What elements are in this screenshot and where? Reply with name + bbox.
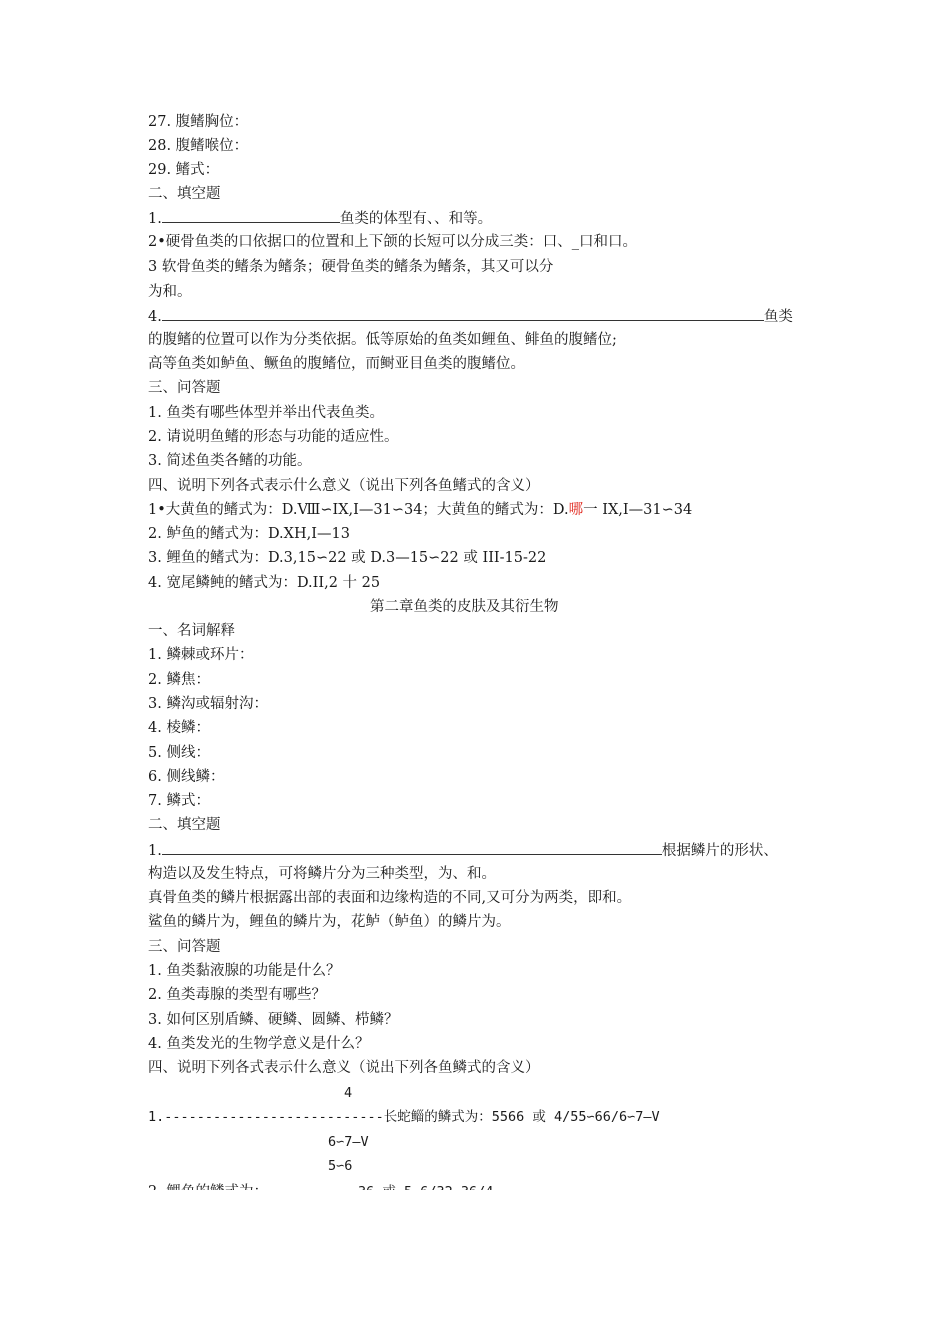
fill-question-2: 2•硬骨鱼类的口依据口的位置和上下颌的长短可以分成三类：口、_口和口。	[148, 234, 638, 250]
item-number: 1.	[148, 843, 162, 859]
term-item-2: 2. 鳞焦：	[148, 672, 210, 688]
term-item-1: 1. 鳞棘或环片：	[148, 647, 254, 663]
question-text: 鱼类	[763, 309, 793, 325]
qa-item-2: 2. 请说明鱼鳍的形态与功能的适应性。	[148, 429, 399, 445]
formula-red-text: 哪	[568, 502, 584, 518]
qa-item-3: 3. 简述鱼类各鳍的功能。	[148, 453, 312, 469]
qa2-item-4: 4. 鱼类发光的生物学意义是什么？	[148, 1036, 370, 1052]
formula-item-4: 4. 宽尾鳞鲀的鳍式为：D.II,2 十 25	[148, 575, 381, 591]
term-item-3: 3. 鳞沟或辐射沟：	[148, 696, 268, 712]
answer-blank	[162, 306, 764, 321]
formula-item-1	[148, 500, 692, 520]
item-number: 1.	[148, 211, 162, 227]
section-heading-terms: 一、名词解释	[148, 623, 235, 639]
term-29: 29. 鳍式：	[148, 162, 220, 178]
fill-question-4	[148, 306, 793, 327]
term-item-5: 5. 侧线：	[148, 745, 210, 761]
fill-question-4-cont2: 高等鱼类如鲈鱼、鳜鱼的腹鳍位，而鲥亚目鱼类的腹鳍位。	[148, 356, 525, 372]
answer-blank	[162, 840, 662, 855]
answer-blank	[162, 208, 340, 223]
term-item-7: 7. 鳞式：	[148, 793, 210, 809]
fill-question-3-cont: 为和。	[148, 284, 192, 300]
scale-formula-1: 1.---------------------------长蛇鲻的鳞式为：5566 或 4/55∽66/6∽7—V	[148, 1109, 660, 1125]
fill2-question-3: 鲨鱼的鳞片为，鲤鱼的鳞片为，花鲈（鲈鱼）的鳞片为。	[148, 914, 511, 930]
section-heading-qa: 三、问答题	[148, 380, 221, 396]
fill-question-3: 3 软骨鱼类的鳍条为鳍条；硬骨鱼类的鳍条为鳍条，其又可以分	[148, 259, 554, 275]
qa2-item-1: 1. 鱼类黏液腺的功能是什么？	[148, 963, 341, 979]
item-number: 4.	[148, 309, 162, 325]
formula-text-end: 一 IX,I—31∽34	[583, 502, 693, 518]
qa2-item-3: 3. 如何区别盾鳞、硬鳞、圆鳞、栉鳞？	[148, 1012, 399, 1028]
question-text: 鱼类的体型有、、和等。	[339, 211, 493, 227]
term-item-6: 6. 侧线鳞：	[148, 769, 225, 785]
section-heading-qa-2: 三、问答题	[148, 939, 221, 955]
term-27: 27. 腹鳍胸位：	[148, 114, 249, 130]
section-heading-fill: 二、填空题	[148, 186, 221, 202]
section-heading-formula: 四、说明下列各式表示什么意义（说出下列各鱼鳍式的含义）	[148, 478, 540, 494]
term-28: 28. 腹鳍喉位：	[148, 138, 249, 154]
qa2-item-2: 2. 鱼类毒腺的类型有哪些？	[148, 987, 326, 1003]
term-item-4: 4. 棱鳞：	[148, 720, 210, 736]
qa-item-1: 1. 鱼类有哪些体型并举出代表鱼类。	[148, 405, 384, 421]
page-cutoff	[0, 1190, 950, 1317]
chapter-title: 第二章鱼类的皮肤及其衍生物	[370, 599, 559, 615]
fill2-question-1-cont: 构造以及发生特点，可将鳞片分为三种类型，为、和。	[148, 866, 496, 882]
fill2-question-2: 真骨鱼类的鳞片根据露出部的表面和边缘构造的不同,又可分为两类，即和。	[148, 890, 632, 906]
fill2-question-1	[148, 840, 778, 861]
fill-question-1	[148, 208, 492, 229]
scale-formula-top: 4	[344, 1085, 353, 1101]
section-heading-formula-2: 四、说明下列各式表示什么意义（说出下列各鱼鳞式的含义）	[148, 1060, 540, 1076]
formula-text: 1•大黄鱼的鳍式为：D.Ⅷ∽IX,I—31∽34；大黄鱼的鳍式为：D.	[148, 502, 569, 518]
scale-formula-bottom: 5∽6	[328, 1158, 353, 1174]
question-text: 根据鳞片的形状、	[661, 843, 778, 859]
formula-item-3: 3. 鲤鱼的鳍式为：D.3,15∽22 或 D.3—15∽22 或 III-15-22	[148, 550, 547, 566]
section-heading-fill-2: 二、填空题	[148, 817, 221, 833]
fill-question-4-cont: 的腹鳍的位置可以作为分类依据。低等原始的鱼类如鲤鱼、鲱鱼的腹鳍位;	[148, 332, 617, 348]
scale-formula-mid: 6∽7—V	[328, 1134, 369, 1150]
formula-item-2: 2. 鲈鱼的鳍式为：D.XH,I—13	[148, 526, 350, 542]
